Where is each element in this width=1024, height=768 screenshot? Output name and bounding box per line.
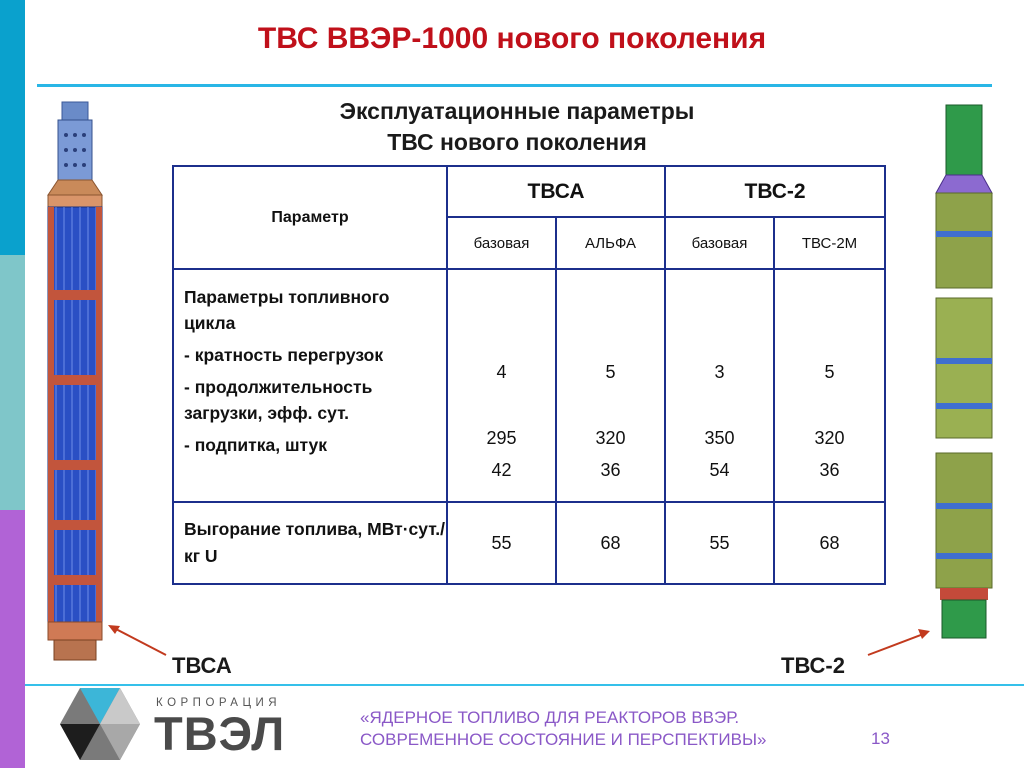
value-makeup: 36 xyxy=(819,460,840,480)
burnup-value: 68 xyxy=(556,502,665,584)
burnup-value: 55 xyxy=(665,502,774,584)
fuel-cycle-values xyxy=(665,269,774,502)
header-group-tvs2: ТВС-2 xyxy=(665,166,885,217)
arrow-right xyxy=(868,633,926,655)
header-parameter: Параметр xyxy=(173,166,447,269)
burnup-value: 55 xyxy=(447,502,556,584)
side-stripe-teal xyxy=(0,255,25,510)
burnup-label: Выгорание топлива, МВт·сут./кг U xyxy=(173,502,447,584)
header-sub-cell: базовая xyxy=(447,217,556,269)
value-multiplicity: 3 xyxy=(714,362,725,382)
param-item: - подпитка, штук xyxy=(184,435,328,455)
param-item: - продолжительность загрузки, эфф. сут. xyxy=(184,377,373,423)
tvel-logo-icon xyxy=(50,686,150,766)
header-group-tvsa: ТВСА xyxy=(447,166,665,217)
header-sub-cell: АЛЬФА xyxy=(556,217,665,269)
page-number: 13 xyxy=(871,729,890,748)
value-makeup: 36 xyxy=(600,460,621,480)
fuel-cycle-parameters xyxy=(173,269,447,502)
arrow-right-head xyxy=(918,629,930,639)
logo-corporation-label: КОРПОРАЦИЯ xyxy=(156,697,282,709)
tvs2-assembly-image xyxy=(930,103,1000,643)
value-duration: 320 xyxy=(814,428,845,448)
value-multiplicity: 5 xyxy=(605,362,616,382)
caption-line-1: Эксплуатационные параметры xyxy=(339,98,695,124)
value-duration: 320 xyxy=(595,428,626,448)
parameters-table xyxy=(172,165,886,585)
footer-line-1: «ЯДЕРНОЕ ТОПЛИВО ДЛЯ РЕАКТОРОВ ВВЭР. xyxy=(360,708,740,727)
value-multiplicity: 4 xyxy=(496,362,507,382)
arrow-left xyxy=(112,627,166,655)
value-multiplicity: 5 xyxy=(824,362,835,382)
value-duration: 295 xyxy=(486,428,517,448)
value-makeup: 42 xyxy=(491,460,512,480)
param-item: - кратность перегрузок xyxy=(184,345,384,365)
label-tvs2: ТВС-2 xyxy=(781,653,845,678)
value-makeup: 54 xyxy=(709,460,730,480)
caption-line-2: ТВС нового поколения xyxy=(387,129,647,155)
value-duration: 350 xyxy=(704,428,735,448)
fuel-cycle-title: Параметры топливного цикла xyxy=(184,287,390,333)
fuel-cycle-values xyxy=(556,269,665,502)
header-sub-cell: ТВС-2М xyxy=(774,217,885,269)
footer-conference-title xyxy=(360,707,766,751)
fuel-cycle-values xyxy=(774,269,885,502)
title-divider xyxy=(37,84,992,87)
label-tvsa: ТВСА xyxy=(172,653,232,678)
footer-line-2: СОВРЕМЕННОЕ СОСТОЯНИЕ И ПЕРСПЕКТИВЫ» xyxy=(360,730,767,749)
table-caption xyxy=(280,96,754,158)
footer-divider xyxy=(25,684,1024,686)
tvsa-assembly-image xyxy=(40,100,115,665)
header-sub-cell: базовая xyxy=(665,217,774,269)
slide-title: ТВС ВВЭР-1000 нового поколения xyxy=(257,22,767,55)
side-stripe-purple xyxy=(0,510,25,768)
logo-brand-name: ТВЭЛ xyxy=(154,707,286,760)
fuel-cycle-values xyxy=(447,269,556,502)
burnup-value: 68 xyxy=(774,502,885,584)
